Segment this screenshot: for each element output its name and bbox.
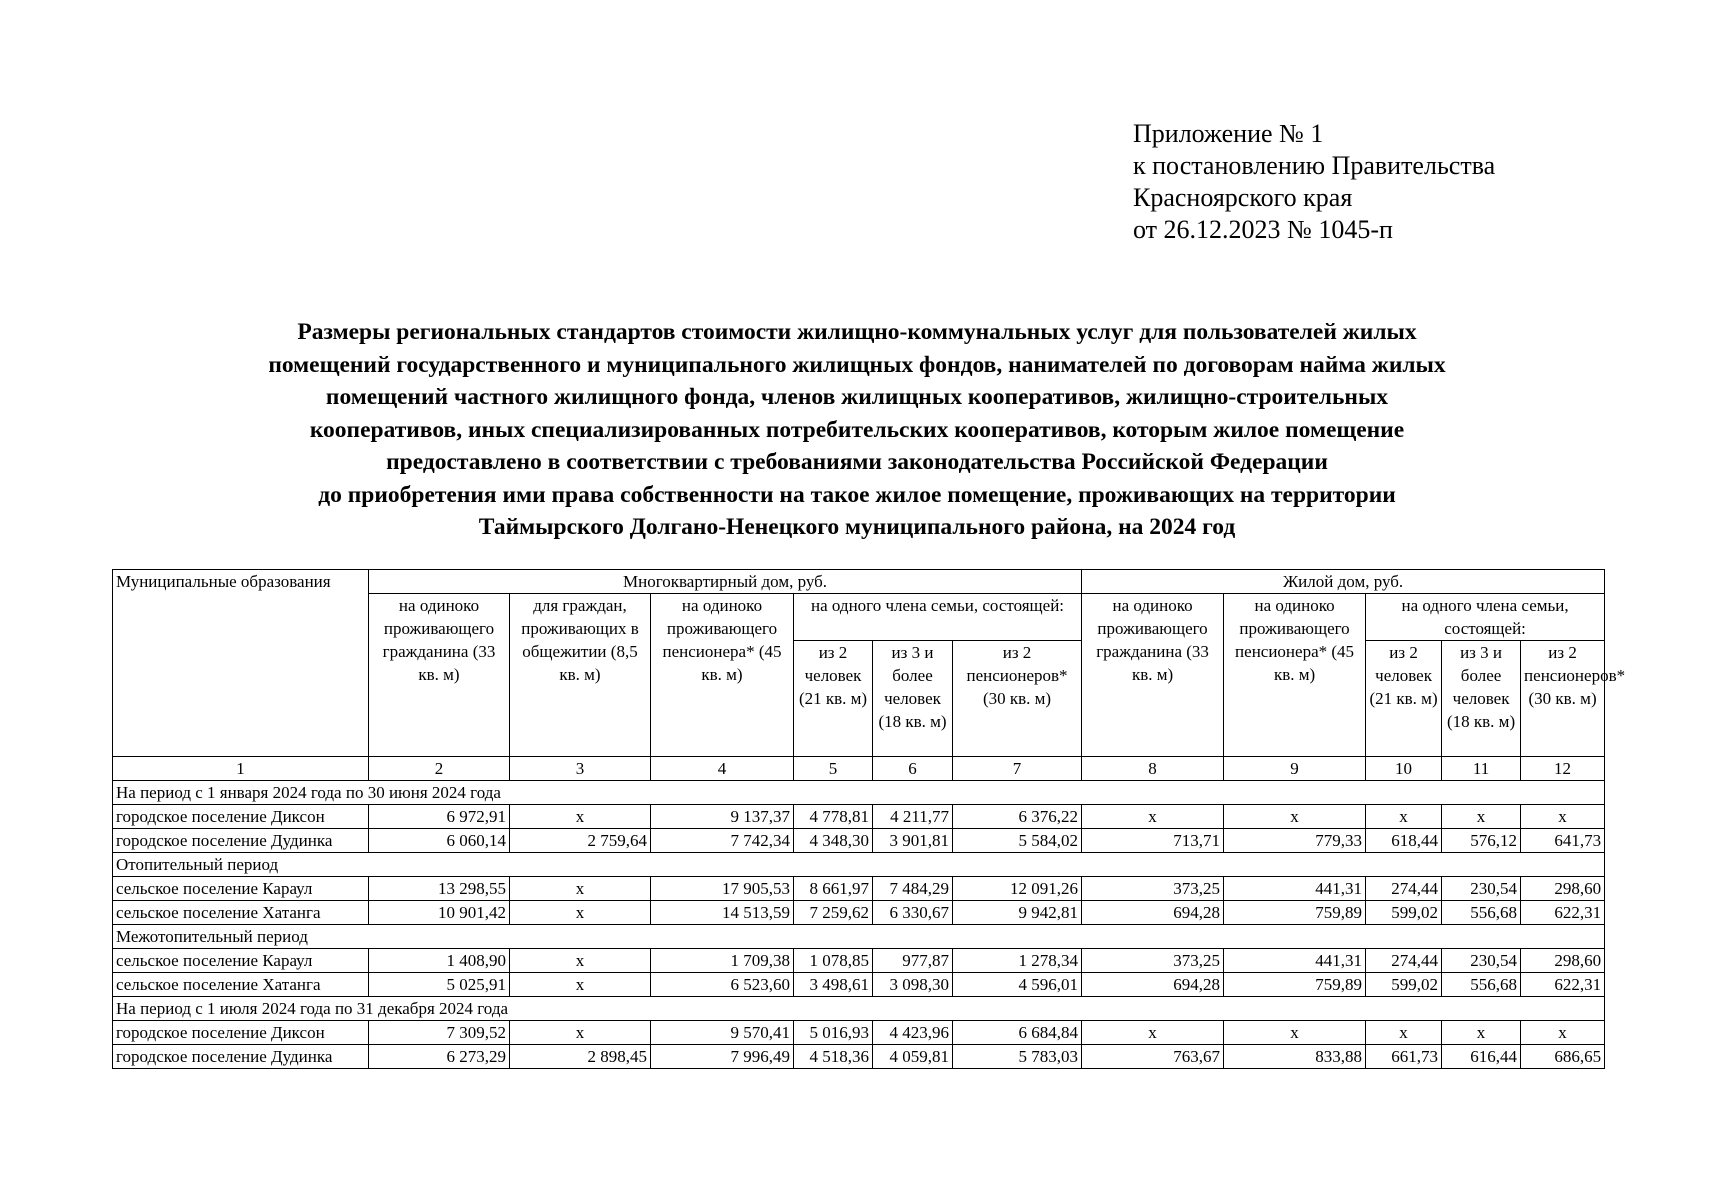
- table-cell: x: [510, 949, 651, 973]
- municipality-name: сельское поселение Караул: [113, 949, 369, 973]
- table-cell: x: [1442, 1021, 1521, 1045]
- table-cell: 6 523,60: [651, 973, 794, 997]
- table-cell: 230,54: [1442, 877, 1521, 901]
- table-cell: 599,02: [1366, 901, 1442, 925]
- table-cell: 763,67: [1082, 1045, 1224, 1069]
- header-of-two-pensioners: из 2 пенсионеров* (30 кв. м): [953, 641, 1082, 757]
- table-cell: 977,87: [873, 949, 953, 973]
- municipality-name: сельское поселение Хатанга: [113, 973, 369, 997]
- table-cell: 618,44: [1366, 829, 1442, 853]
- table-cell: 556,68: [1442, 973, 1521, 997]
- section-row: [113, 997, 1605, 1021]
- table-cell: 779,33: [1224, 829, 1366, 853]
- section-title: Отопительный период: [113, 853, 1605, 877]
- title-line: до приобретения ими права собственности на такое жилое помещение, проживающих на территории: [318, 481, 1396, 508]
- document-title: [112, 316, 1602, 544]
- municipality-name: городское поселение Диксон: [113, 805, 369, 829]
- column-number: 9: [1224, 757, 1366, 781]
- column-number: 7: [953, 757, 1082, 781]
- table-cell: x: [510, 805, 651, 829]
- table-row: [113, 949, 1605, 973]
- table-cell: x: [1082, 1021, 1224, 1045]
- table-cell: 4 059,81: [873, 1045, 953, 1069]
- header-of-two-pensioners: из 2 пенсионеров* (30 кв. м): [1521, 641, 1605, 757]
- header-of-two: из 2 человек (21 кв. м): [794, 641, 873, 757]
- section-row: [113, 853, 1605, 877]
- table-cell: 833,88: [1224, 1045, 1366, 1069]
- table-row: [113, 901, 1605, 925]
- table-body: [113, 781, 1605, 1069]
- table-cell: 5 783,03: [953, 1045, 1082, 1069]
- appendix-header: [1133, 118, 1495, 246]
- table-cell: 4 596,01: [953, 973, 1082, 997]
- table-cell: x: [510, 901, 651, 925]
- table-cell: 3 098,30: [873, 973, 953, 997]
- table-cell: 9 570,41: [651, 1021, 794, 1045]
- table-cell: 3 498,61: [794, 973, 873, 997]
- table-cell: 4 423,96: [873, 1021, 953, 1045]
- title-line: предоставлено в соответствии с требованиями законодательства Российской Федерации: [386, 449, 1328, 475]
- table-cell: 7 742,34: [651, 829, 794, 853]
- table-cell: 230,54: [1442, 949, 1521, 973]
- table-cell: 759,89: [1224, 973, 1366, 997]
- table-cell: 4 348,30: [794, 829, 873, 853]
- title-line: помещений государственного и муниципального жилищных фондов, нанимателей по договорам найма жилых: [268, 351, 1446, 378]
- table-cell: 441,31: [1224, 877, 1366, 901]
- municipality-name: сельское поселение Хатанга: [113, 901, 369, 925]
- table-cell: 6 376,22: [953, 805, 1082, 829]
- table-cell: x: [1224, 1021, 1366, 1045]
- table-row: [113, 805, 1605, 829]
- section-title: На период с 1 января 2024 года по 30 июня 2024 года: [113, 781, 1605, 805]
- table-cell: 5 025,91: [369, 973, 510, 997]
- table-cell: 6 060,14: [369, 829, 510, 853]
- column-number-row: [113, 757, 1605, 781]
- section-row: [113, 781, 1605, 805]
- table-cell: 5 016,93: [794, 1021, 873, 1045]
- table-header: [113, 570, 1626, 781]
- table-cell: 759,89: [1224, 901, 1366, 925]
- table-cell: 713,71: [1082, 829, 1224, 853]
- rates-table: [112, 569, 1626, 1069]
- table-cell: 441,31: [1224, 949, 1366, 973]
- table-cell: 641,73: [1521, 829, 1605, 853]
- column-number: 10: [1366, 757, 1442, 781]
- table-cell: x: [1366, 805, 1442, 829]
- header-family-member: на одного члена семьи, состоящей:: [794, 594, 1082, 641]
- table-cell: x: [1082, 805, 1224, 829]
- appendix-line: от 26.12.2023 № 1045-п: [1133, 215, 1393, 244]
- table-cell: 1 408,90: [369, 949, 510, 973]
- table-row: [113, 1021, 1605, 1045]
- table-cell: x: [1366, 1021, 1442, 1045]
- header-municipal: Муниципальные образования: [113, 570, 369, 757]
- table-cell: 7 996,49: [651, 1045, 794, 1069]
- header-single-citizen: на одиноко проживающего гражданина (33 кв. м): [1082, 594, 1224, 757]
- appendix-line: Красноярского края: [1133, 183, 1353, 212]
- table-cell: 14 513,59: [651, 901, 794, 925]
- table-cell: 661,73: [1366, 1045, 1442, 1069]
- table-cell: 1 278,34: [953, 949, 1082, 973]
- appendix-line: Приложение № 1: [1133, 119, 1324, 148]
- table-cell: 556,68: [1442, 901, 1521, 925]
- table-cell: 298,60: [1521, 877, 1605, 901]
- title-line: кооперативов, иных специализированных потребительских кооперативов, которым жилое помещение: [309, 416, 1405, 443]
- municipality-name: городское поселение Дудинка: [113, 829, 369, 853]
- title-line: помещений частного жилищного фонда, членов жилищных кооперативов, жилищно-строительных: [325, 384, 1389, 410]
- header-single-pensioner: на одиноко проживающего пенсионера* (45 кв. м): [651, 594, 794, 757]
- column-number: 2: [369, 757, 510, 781]
- municipality-name: городское поселение Дудинка: [113, 1045, 369, 1069]
- table-cell: x: [1521, 1021, 1605, 1045]
- table-cell: 694,28: [1082, 973, 1224, 997]
- column-number: 3: [510, 757, 651, 781]
- table-cell: 6 972,91: [369, 805, 510, 829]
- table-cell: 274,44: [1366, 877, 1442, 901]
- table-cell: x: [510, 1021, 651, 1045]
- appendix-line: к постановлению Правительства: [1133, 151, 1496, 180]
- table-cell: 373,25: [1082, 877, 1224, 901]
- table-cell: 6 684,84: [953, 1021, 1082, 1045]
- table-row: [113, 1045, 1605, 1069]
- table-cell: 599,02: [1366, 973, 1442, 997]
- column-number: 6: [873, 757, 953, 781]
- table-cell: 2 759,64: [510, 829, 651, 853]
- table-cell: 576,12: [1442, 829, 1521, 853]
- table-cell: x: [1224, 805, 1366, 829]
- table-cell: 616,44: [1442, 1045, 1521, 1069]
- municipality-name: сельское поселение Караул: [113, 877, 369, 901]
- table-row: [113, 877, 1605, 901]
- table-row: [113, 829, 1605, 853]
- table-cell: 7 484,29: [873, 877, 953, 901]
- table-row: [113, 973, 1605, 997]
- title-line: Таймырского Долгано-Ненецкого муниципального района, на 2024 год: [478, 514, 1236, 540]
- header-of-two: из 2 человек (21 кв. м): [1366, 641, 1442, 757]
- table-cell: 298,60: [1521, 949, 1605, 973]
- table-cell: 7 309,52: [369, 1021, 510, 1045]
- table-cell: x: [1521, 805, 1605, 829]
- header-apartment-group: Многоквартирный дом, руб.: [369, 570, 1082, 594]
- column-number: 5: [794, 757, 873, 781]
- section-title: Межотопительный период: [113, 925, 1605, 949]
- table-cell: 622,31: [1521, 901, 1605, 925]
- table-cell: x: [510, 973, 651, 997]
- table-cell: 17 905,53: [651, 877, 794, 901]
- table-cell: 274,44: [1366, 949, 1442, 973]
- table-cell: 7 259,62: [794, 901, 873, 925]
- table-cell: 5 584,02: [953, 829, 1082, 853]
- table-cell: 12 091,26: [953, 877, 1082, 901]
- header-of-three: из 3 и более человек (18 кв. м): [1442, 641, 1521, 757]
- table-cell: 694,28: [1082, 901, 1224, 925]
- table-cell: 13 298,55: [369, 877, 510, 901]
- column-number: 12: [1521, 757, 1605, 781]
- column-number: 8: [1082, 757, 1224, 781]
- table-cell: 10 901,42: [369, 901, 510, 925]
- table-cell: 3 901,81: [873, 829, 953, 853]
- title-line: Размеры региональных стандартов стоимости жилищно-коммунальных услуг для пользователей жилых: [297, 319, 1417, 345]
- header-family-member: на одного члена семьи, состоящей:: [1366, 594, 1605, 641]
- table-cell: 6 273,29: [369, 1045, 510, 1069]
- table-cell: 2 898,45: [510, 1045, 651, 1069]
- header-single-pensioner: на одиноко проживающего пенсионера* (45 кв. м): [1224, 594, 1366, 757]
- column-number: 11: [1442, 757, 1521, 781]
- section-row: [113, 925, 1605, 949]
- header-of-three: из 3 и более человек (18 кв. м): [873, 641, 953, 757]
- table-cell: 622,31: [1521, 973, 1605, 997]
- table-cell: 4 778,81: [794, 805, 873, 829]
- table-cell: 6 330,67: [873, 901, 953, 925]
- header-single-citizen: на одиноко проживающего гражданина (33 кв. м): [369, 594, 510, 757]
- table-cell: 4 518,36: [794, 1045, 873, 1069]
- table-cell: 9 137,37: [651, 805, 794, 829]
- column-number: 4: [651, 757, 794, 781]
- table-cell: 373,25: [1082, 949, 1224, 973]
- table-cell: x: [510, 877, 651, 901]
- header-dormitory: для граждан, проживающих в общежитии (8,5 кв. м): [510, 594, 651, 757]
- table-cell: 8 661,97: [794, 877, 873, 901]
- table-cell: 9 942,81: [953, 901, 1082, 925]
- header-house-group: Жилой дом, руб.: [1082, 570, 1605, 594]
- table-cell: 4 211,77: [873, 805, 953, 829]
- table-cell: 1 709,38: [651, 949, 794, 973]
- municipality-name: городское поселение Диксон: [113, 1021, 369, 1045]
- table-cell: 686,65: [1521, 1045, 1605, 1069]
- column-number: 1: [113, 757, 369, 781]
- table-cell: 1 078,85: [794, 949, 873, 973]
- section-title: На период с 1 июля 2024 года по 31 декабря 2024 года: [113, 997, 1605, 1021]
- table-cell: x: [1442, 805, 1521, 829]
